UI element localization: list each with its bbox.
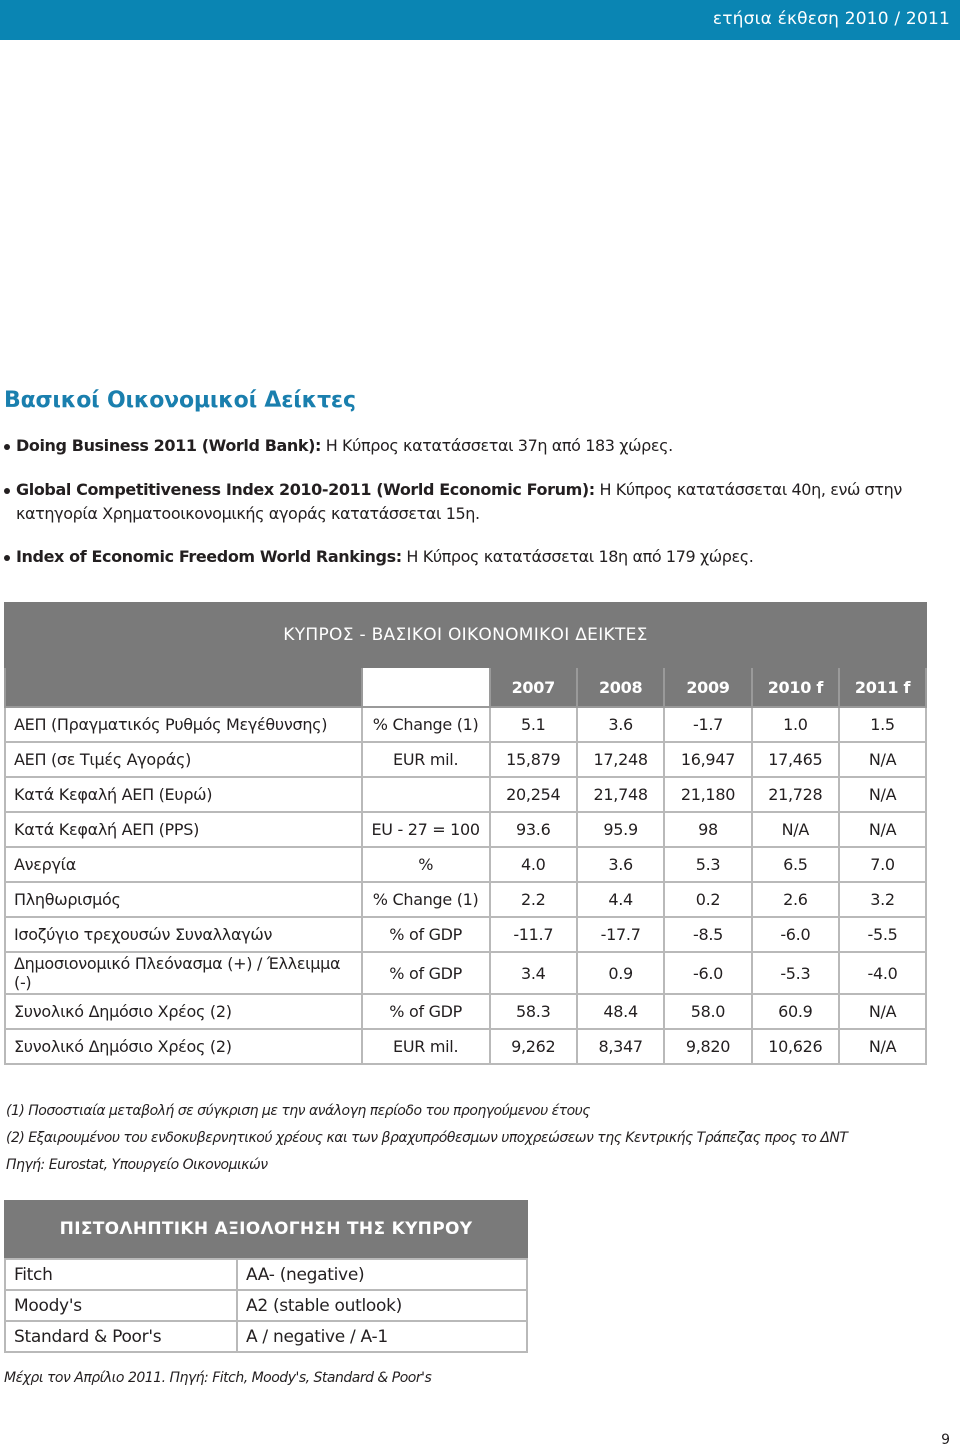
row-unit: EU - 27 = 100 bbox=[362, 812, 490, 847]
value-cell: 1.5 bbox=[839, 707, 926, 742]
value-cell: -5.3 bbox=[752, 952, 839, 994]
table-row bbox=[5, 812, 926, 847]
bullet-item bbox=[4, 434, 954, 458]
value-cell: 3.2 bbox=[839, 882, 926, 917]
value-cell: 93.6 bbox=[490, 812, 577, 847]
value-cell: -5.5 bbox=[839, 917, 926, 952]
bullet-item bbox=[4, 478, 954, 526]
year-header: 2009 bbox=[664, 667, 751, 707]
header-text: ετήσια έκθεση 2010 / 2011 bbox=[712, 9, 950, 29]
value-cell: 48.4 bbox=[577, 994, 664, 1029]
agency-name: Fitch bbox=[5, 1259, 237, 1290]
indicators-body bbox=[5, 707, 926, 1064]
value-cell: 21,748 bbox=[577, 777, 664, 812]
bullet-text: Η Κύπρος κατατάσσεται 37η από 183 χώρες. bbox=[321, 436, 673, 455]
row-label: Κατά Κεφαλή ΑΕΠ (Ευρώ) bbox=[5, 777, 362, 812]
source-note: Πηγή: Eurostat, Υπουργείο Οικονομικών bbox=[6, 1157, 268, 1173]
value-cell: 17,465 bbox=[752, 742, 839, 777]
value-cell: 0.2 bbox=[664, 882, 751, 917]
value-cell: N/A bbox=[839, 742, 926, 777]
table-row bbox=[5, 1029, 926, 1064]
value-cell: 10,626 bbox=[752, 1029, 839, 1064]
table-row bbox=[5, 882, 926, 917]
value-cell: -4.0 bbox=[839, 952, 926, 994]
agency-rating: A2 (stable outlook) bbox=[237, 1290, 527, 1321]
credit-rating-table bbox=[4, 1258, 528, 1353]
value-cell: -1.7 bbox=[664, 707, 751, 742]
value-cell: 17,248 bbox=[577, 742, 664, 777]
value-cell: 20,254 bbox=[490, 777, 577, 812]
agency-name: Standard & Poor's bbox=[5, 1321, 237, 1352]
value-cell: -6.0 bbox=[752, 917, 839, 952]
value-cell: 6.5 bbox=[752, 847, 839, 882]
value-cell: 60.9 bbox=[752, 994, 839, 1029]
year-header: 2011 f bbox=[839, 667, 926, 707]
header-bar bbox=[0, 0, 960, 40]
credit-rating-title: ΠΙΣΤΟΛΗΠΤΙΚΗ ΑΞΙΟΛΟΓΗΣΗ ΤΗΣ ΚΥΠΡΟΥ bbox=[4, 1200, 528, 1258]
value-cell: N/A bbox=[839, 812, 926, 847]
value-cell: -6.0 bbox=[664, 952, 751, 994]
row-unit: EUR mil. bbox=[362, 742, 490, 777]
value-cell: 9,820 bbox=[664, 1029, 751, 1064]
bullet-bold: Global Competitiveness Index 2010-2011 (World Economic Forum): bbox=[16, 480, 595, 499]
table-row bbox=[5, 994, 926, 1029]
row-label: Συνολικό Δημόσιο Χρέος (2) bbox=[5, 1029, 362, 1064]
table-row bbox=[5, 707, 926, 742]
value-cell: 3.6 bbox=[577, 847, 664, 882]
row-label: Κατά Κεφαλή ΑΕΠ (PPS) bbox=[5, 812, 362, 847]
row-label: ΑΕΠ (Πραγματικός Ρυθμός Μεγέθυνσης) bbox=[5, 707, 362, 742]
indicators-table-title: ΚΥΠΡΟΣ - ΒΑΣΙΚΟΙ ΟΙΚΟΝΟΜΙΚΟΙ ΔΕΙΚΤΕΣ bbox=[5, 603, 926, 667]
value-cell: 5.1 bbox=[490, 707, 577, 742]
table-notes bbox=[6, 1098, 847, 1179]
year-header: 2008 bbox=[577, 667, 664, 707]
credit-rating-section bbox=[4, 1200, 528, 1353]
value-cell: 21,180 bbox=[664, 777, 751, 812]
table-row bbox=[5, 742, 926, 777]
value-cell: 2.2 bbox=[490, 882, 577, 917]
row-unit: % of GDP bbox=[362, 917, 490, 952]
value-cell: 21,728 bbox=[752, 777, 839, 812]
table-row bbox=[5, 847, 926, 882]
page-number: 9 bbox=[941, 1432, 950, 1448]
agency-name: Moody's bbox=[5, 1290, 237, 1321]
row-label: Ισοζύγιο τρεχουσών Συναλλαγών bbox=[5, 917, 362, 952]
value-cell: 95.9 bbox=[577, 812, 664, 847]
value-cell: 58.3 bbox=[490, 994, 577, 1029]
row-unit: % of GDP bbox=[362, 952, 490, 994]
bullet-text: Η Κύπρος κατατάσσεται 18η από 179 χώρες. bbox=[401, 547, 754, 566]
value-cell: 5.3 bbox=[664, 847, 751, 882]
value-cell: -17.7 bbox=[577, 917, 664, 952]
value-cell: N/A bbox=[839, 994, 926, 1029]
value-cell: 15,879 bbox=[490, 742, 577, 777]
value-cell: 4.0 bbox=[490, 847, 577, 882]
value-cell: 4.4 bbox=[577, 882, 664, 917]
value-cell: 16,947 bbox=[664, 742, 751, 777]
table-row bbox=[5, 952, 926, 994]
bullet-text: Η Κύπρος κατατάσσεται 40η, ενώ στην κατηγορία Χρηματοοικονομικής αγοράς κατατάσσεται 15η. bbox=[16, 480, 902, 523]
bullet-item bbox=[4, 545, 954, 569]
row-unit: % Change (1) bbox=[362, 707, 490, 742]
agency-rating: AA- (negative) bbox=[237, 1259, 527, 1290]
value-cell: 3.4 bbox=[490, 952, 577, 994]
row-unit: % Change (1) bbox=[362, 882, 490, 917]
row-unit bbox=[362, 777, 490, 812]
value-cell: 0.9 bbox=[577, 952, 664, 994]
row-label: ΑΕΠ (σε Τιμές Αγοράς) bbox=[5, 742, 362, 777]
table-row bbox=[5, 777, 926, 812]
value-cell: 8,347 bbox=[577, 1029, 664, 1064]
value-cell: N/A bbox=[839, 1029, 926, 1064]
row-label: Συνολικό Δημόσιο Χρέος (2) bbox=[5, 994, 362, 1029]
value-cell: -8.5 bbox=[664, 917, 751, 952]
agency-rating: A / negative / A-1 bbox=[237, 1321, 527, 1352]
header-blank-cell bbox=[5, 667, 362, 707]
rating-source-note: Μέχρι τον Απρίλιο 2011. Πηγή: Fitch, Moody's, Standard & Poor's bbox=[4, 1370, 432, 1386]
row-label: Ανεργία bbox=[5, 847, 362, 882]
header-blank-cell bbox=[362, 667, 490, 707]
year-header: 2010 f bbox=[752, 667, 839, 707]
value-cell: 1.0 bbox=[752, 707, 839, 742]
value-cell: 9,262 bbox=[490, 1029, 577, 1064]
bullet-bold: Doing Business 2011 (World Bank): bbox=[16, 436, 322, 455]
bullet-bold: Index of Economic Freedom World Rankings: bbox=[16, 547, 402, 566]
footnote: (1) Ποσοστιαία μεταβολή σε σύγκριση με την ανάλογη περίοδο του προηγούμενου έτους bbox=[6, 1103, 590, 1119]
table-row bbox=[5, 917, 926, 952]
value-cell: 58.0 bbox=[664, 994, 751, 1029]
value-cell: N/A bbox=[752, 812, 839, 847]
value-cell: 98 bbox=[664, 812, 751, 847]
indicators-table bbox=[4, 602, 927, 1065]
table-row bbox=[5, 1290, 527, 1321]
bullet-list bbox=[4, 434, 954, 569]
value-cell: 3.6 bbox=[577, 707, 664, 742]
section-title: Βασικοί Οικονομικοί Δείκτες bbox=[4, 388, 356, 413]
value-cell: -11.7 bbox=[490, 917, 577, 952]
table-row bbox=[5, 1321, 527, 1352]
table-row bbox=[5, 1259, 527, 1290]
value-cell: 7.0 bbox=[839, 847, 926, 882]
row-unit: EUR mil. bbox=[362, 1029, 490, 1064]
footnote: (2) Εξαιρουμένου του ενδοκυβερνητικού χρέους και των βραχυπρόθεσμων υποχρεώσεων της Κεντρικής Τράπεζας προς το ΔΝΤ bbox=[6, 1130, 848, 1146]
value-cell: N/A bbox=[839, 777, 926, 812]
value-cell: 2.6 bbox=[752, 882, 839, 917]
row-unit: % of GDP bbox=[362, 994, 490, 1029]
row-label: Πληθωρισμός bbox=[5, 882, 362, 917]
row-unit: % bbox=[362, 847, 490, 882]
row-label: Δημοσιονομικό Πλεόνασμα (+) / Έλλειμμα (-) bbox=[5, 952, 362, 994]
year-header: 2007 bbox=[490, 667, 577, 707]
